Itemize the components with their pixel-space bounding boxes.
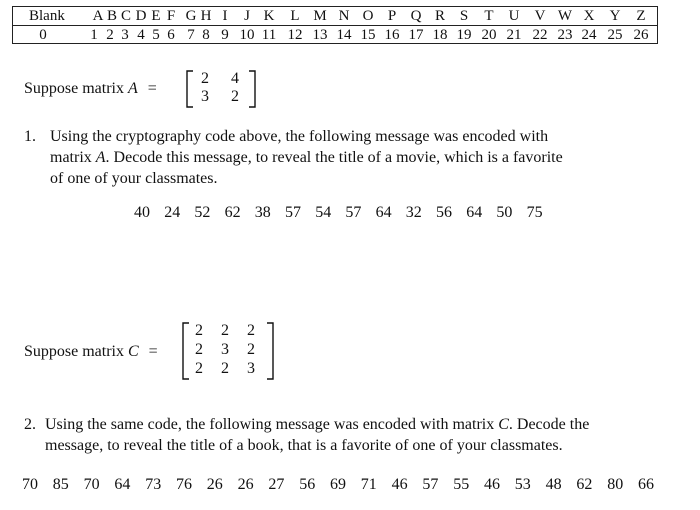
problem_2-number-18: 62 [576, 476, 593, 493]
code-number-8: 8 [202, 27, 210, 43]
matrix-c-label [24, 343, 158, 361]
code-letter-19: S [459, 8, 469, 24]
code-letter-23: W [557, 8, 573, 24]
code-letter-12: L [290, 8, 300, 24]
code-number-16: 16 [384, 27, 400, 43]
matrix_c-entry-0-1: 2 [221, 322, 229, 339]
problem_1-number-11: 64 [466, 204, 483, 221]
code-number-15: 15 [360, 27, 376, 43]
problem_2-number-14: 55 [453, 476, 470, 493]
code-number-14: 14 [336, 27, 352, 43]
matrix_a-entry-0-1: 4 [231, 70, 239, 87]
code-letter-13: M [313, 8, 327, 24]
code-letter-15: O [362, 8, 374, 24]
problem_1-number-4: 38 [254, 204, 271, 221]
matrix_a-entry-1-1: 2 [231, 88, 239, 105]
code-number-0: 0 [39, 27, 47, 43]
problem_2-number-0: 70 [22, 476, 38, 493]
code-letter-26: Z [636, 8, 646, 24]
letter-number-code-table [12, 6, 658, 44]
code-numbers-row [13, 25, 657, 44]
problem_1-number-2: 52 [194, 204, 211, 221]
matrix_a-right-bracket [248, 70, 256, 108]
code-letter-14: N [338, 8, 350, 24]
code-number-23: 23 [557, 27, 573, 43]
code-number-1: 1 [90, 27, 98, 43]
matrix_c-entry-2-1: 2 [221, 360, 229, 377]
problem_2-number-13: 57 [422, 476, 439, 493]
problem_2-number-12: 46 [391, 476, 408, 493]
code-letter-2: B [106, 8, 117, 24]
code-number-21: 21 [506, 27, 522, 43]
problem_1-number-10: 56 [436, 204, 452, 221]
code-number-26: 26 [633, 27, 649, 43]
problem_1-number-13: 75 [526, 204, 543, 221]
code-letter-16: P [387, 8, 397, 24]
problem_2-number-19: 80 [607, 476, 624, 493]
code-letter-9: I [222, 8, 228, 24]
problem_2-number-9: 56 [299, 476, 316, 493]
matrix_a-left-bracket [186, 70, 194, 108]
code-number-2: 2 [106, 27, 114, 43]
encoded-message-1 [130, 204, 560, 224]
problem_2-number-8: 27 [268, 476, 285, 493]
problem_2-number-1: 85 [52, 476, 69, 493]
code-letter-18: R [434, 8, 445, 24]
problem-1-line-1: Using the cryptography code above, the following message was encoded with [50, 128, 549, 145]
problem_1-number-7: 57 [345, 204, 362, 221]
problem_1-number-6: 54 [315, 204, 332, 221]
matrix_c-left-bracket [182, 322, 190, 380]
matrix_c-right-bracket [266, 322, 274, 380]
problem_2-number-4: 73 [145, 476, 162, 493]
code-number-6: 6 [167, 27, 175, 43]
code-number-10: 10 [239, 27, 255, 43]
problem-2-number: 2. [24, 416, 36, 433]
matrix-c-label-text: Suppose matrix [24, 343, 124, 360]
problem_1-number-3: 62 [224, 204, 241, 221]
matrix_c-entry-1-2: 2 [247, 341, 255, 358]
code-letter-0: Blank [29, 8, 65, 24]
code-letter-11: K [263, 8, 275, 24]
code-letter-21: U [508, 8, 520, 24]
matrix_a-entry-0-0: 2 [201, 70, 209, 87]
code-letter-20: T [484, 8, 494, 24]
problem_2-number-16: 53 [514, 476, 531, 493]
problem-2-line-2: message, to reveal the title of a book, that is a favorite of one of your classmates. [45, 437, 563, 454]
matrix-a-eq: = [147, 80, 157, 97]
code-letter-4: D [135, 8, 147, 24]
matrix_c-entry-2-0: 2 [195, 360, 203, 377]
problem-1-line-2 [50, 149, 563, 167]
code-letter-24: X [583, 8, 595, 24]
code-number-22: 22 [532, 27, 548, 43]
problem-2-line-1: Using the same code, the following message was encoded with matrix C. Decode the [45, 416, 590, 433]
code-number-13: 13 [312, 27, 328, 43]
matrix_c-entry-1-0: 2 [195, 341, 203, 358]
code-number-19: 19 [456, 27, 472, 43]
code-number-12: 12 [287, 27, 303, 43]
matrix_c-entry-1-1: 3 [221, 341, 229, 358]
code-letter-7: G [185, 8, 197, 24]
matrix-a-label-text: Suppose matrix [24, 80, 124, 97]
problem_2-number-20: 66 [638, 476, 654, 493]
code-number-20: 20 [481, 27, 497, 43]
code-number-25: 25 [607, 27, 623, 43]
problem_1-number-9: 32 [405, 204, 422, 221]
code-letter-25: Y [609, 8, 621, 24]
code-number-5: 5 [152, 27, 160, 43]
problem_1-number-0: 40 [134, 204, 150, 221]
encoded-message-2 [18, 476, 668, 496]
code-letter-3: C [120, 8, 131, 24]
code-number-11: 11 [261, 27, 277, 43]
problem-1-line-2-text: matrix A. Decode this message, to reveal the title of a movie, which is a favorite [50, 149, 563, 166]
problem_1-number-5: 57 [285, 204, 301, 221]
code-number-17: 17 [408, 27, 424, 43]
problem_1-number-12: 50 [496, 204, 513, 221]
problem_2-number-3: 64 [114, 476, 131, 493]
problem_2-number-17: 48 [545, 476, 562, 493]
matrix_c-entry-2-2: 3 [247, 360, 255, 377]
problem-1-line-3: of one of your classmates. [50, 170, 218, 187]
code-letter-17: Q [410, 8, 422, 24]
code-letter-6: F [166, 8, 176, 24]
problem_1-number-8: 64 [375, 204, 392, 221]
code-number-4: 4 [137, 27, 145, 43]
code-letters-row [13, 7, 657, 25]
code-number-24: 24 [581, 27, 597, 43]
matrix_a-entry-1-0: 3 [201, 88, 209, 105]
matrix-a [186, 70, 256, 108]
problem_2-number-2: 70 [83, 476, 100, 493]
code-letter-22: V [534, 8, 546, 24]
problem_1-number-1: 24 [164, 204, 181, 221]
problem_2-number-6: 26 [206, 476, 223, 493]
code-number-18: 18 [432, 27, 448, 43]
code-letter-10: J [244, 8, 250, 24]
matrix-c-var: C [128, 343, 139, 360]
code-letter-5: E [151, 8, 161, 24]
matrix_c-entry-0-2: 2 [247, 322, 255, 339]
problem-1-number: 1. [24, 128, 36, 145]
problem_2-number-15: 46 [484, 476, 500, 493]
matrix-c-eq: = [148, 343, 158, 360]
problem_2-number-10: 69 [330, 476, 346, 493]
code-letter-1: A [92, 8, 104, 24]
matrix-a-label [24, 80, 157, 98]
matrix_c-entry-0-0: 2 [195, 322, 203, 339]
problem_2-number-11: 71 [360, 476, 377, 493]
code-number-7: 7 [187, 27, 195, 43]
code-number-3: 3 [121, 27, 129, 43]
matrix-a-var: A [128, 80, 138, 97]
code-letter-8: H [200, 8, 212, 24]
matrix-c [182, 322, 274, 380]
code-number-9: 9 [221, 27, 229, 43]
problem_2-number-7: 26 [237, 476, 254, 493]
problem_2-number-5: 76 [176, 476, 192, 493]
